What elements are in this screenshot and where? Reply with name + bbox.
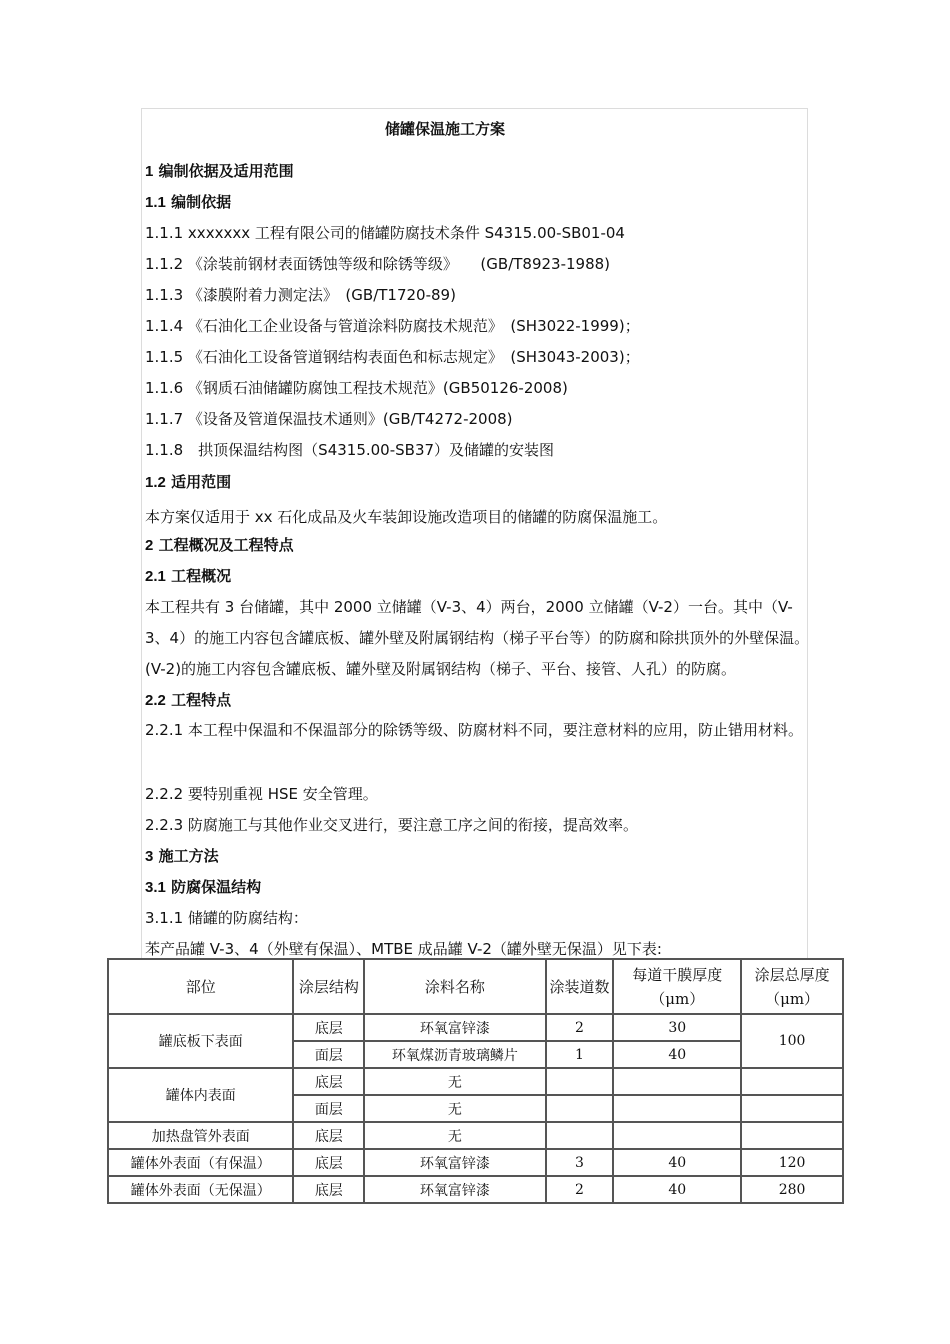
- cell-dft: 40: [613, 1176, 741, 1203]
- cell-paint: 环氧富锌漆: [364, 1149, 545, 1176]
- header-total-unit: （μm）: [765, 989, 820, 1008]
- cell-total: 100: [741, 1014, 843, 1068]
- section-text: 工程概况: [171, 567, 232, 585]
- cell-total: [741, 1068, 843, 1095]
- cell-paint: 环氧富锌漆: [364, 1014, 545, 1041]
- section-number: 2: [145, 537, 154, 554]
- cell-dft: 40: [613, 1149, 741, 1176]
- section-number: 1.2: [145, 474, 166, 491]
- cell-paint: 无: [364, 1122, 545, 1149]
- table-header-row: [108, 959, 843, 1014]
- cell-layer: 底层: [293, 1014, 364, 1041]
- cell-layer: 底层: [293, 1149, 364, 1176]
- cell-coats: 2: [546, 1014, 614, 1041]
- section-text: 防腐保温结构: [171, 878, 262, 896]
- cell-part: 罐体外表面（无保温）: [108, 1176, 293, 1203]
- section-number: 1: [145, 163, 154, 180]
- cell-dft: [613, 1095, 741, 1122]
- section-number: 2.1: [145, 568, 166, 585]
- cell-dft: [613, 1068, 741, 1095]
- cell-coats: [546, 1068, 614, 1095]
- cell-layer: 底层: [293, 1068, 364, 1095]
- cell-paint: 无: [364, 1095, 545, 1122]
- reference-item: 1.1.4 《石油化工企业设备与管道涂料防腐技术规范》 (SH3022-1999)；: [145, 317, 640, 335]
- subsection-3-1-1: 3.1.1 储罐的防腐结构：: [145, 909, 308, 927]
- cell-total: [741, 1122, 843, 1149]
- section-number: 3.1: [145, 879, 166, 896]
- overview-paragraph: 本工程共有 3 台储罐，其中 2000 立储罐（V-3、4）两台，2000 立储罐（V-2）一台。其中（V-3、4）的施工内容包含罐底板、罐外壁及附属钢结构（梯子平台等）的防腐和除拱顶外的外壁保温。(V-2)的施工内容包含罐底板、罐外壁及附属钢结构（梯子、平台、接管、人孔）的防腐。: [145, 598, 810, 678]
- cell-coats: [546, 1095, 614, 1122]
- cell-layer: 面层: [293, 1041, 364, 1068]
- section-number: 1.1: [145, 194, 166, 211]
- header-total-label: 涂层总厚度: [754, 965, 830, 984]
- reference-item: 1.1.6 《钢质石油储罐防腐蚀工程技术规范》(GB50126-2008): [145, 379, 568, 397]
- cell-total: 280: [741, 1176, 843, 1203]
- section-text: 工程特点: [171, 691, 232, 709]
- section-2-1-heading: [145, 565, 231, 586]
- cell-part: 罐体外表面（有保温）: [108, 1149, 293, 1176]
- section-number: 3: [145, 848, 154, 865]
- cell-coats: 3: [546, 1149, 614, 1176]
- header-part: 部位: [108, 959, 293, 1014]
- table-row: [108, 1176, 843, 1203]
- reference-item: 1.1.5 《石油化工设备管道钢结构表面色和标志规定》 (SH3043-2003)；: [145, 348, 640, 366]
- reference-item: 1.1.8 拱顶保温结构图（S4315.00-SB37）及储罐的安装图: [145, 441, 555, 459]
- feature-item: 2.2.1 本工程中保温和不保温部分的除锈等级、防腐材料不同，要注意材料的应用，防止错用材料。: [145, 721, 803, 739]
- section-text: 施工方法: [158, 847, 219, 865]
- cell-part: 罐体内表面: [108, 1068, 293, 1122]
- table-row: [108, 1068, 843, 1095]
- reference-item: 1.1.3 《漆膜附着力测定法》 (GB/T1720-89): [145, 286, 456, 304]
- cell-layer: 底层: [293, 1176, 364, 1203]
- reference-item: 1.1.2 《涂装前钢材表面锈蚀等级和除锈等级》 (GB/T8923-1988): [145, 255, 611, 273]
- section-number: 2.2: [145, 692, 166, 709]
- header-total: [741, 959, 843, 1014]
- cell-dft: 40: [613, 1041, 741, 1068]
- table-intro: 苯产品罐 V-3、4（外壁有保温）、MTBE 成品罐 V-2（罐外壁无保温）见下表:: [145, 940, 662, 958]
- header-paint: 涂料名称: [364, 959, 545, 1014]
- cell-total: 120: [741, 1149, 843, 1176]
- header-dft-unit: （μm）: [650, 989, 705, 1008]
- section-3-heading: [145, 845, 219, 866]
- section-1-2-heading: [145, 471, 231, 492]
- cell-part: 加热盘管外表面: [108, 1122, 293, 1149]
- section-1-heading: [145, 160, 294, 181]
- coating-spec-table: [107, 958, 844, 1204]
- cell-layer: 面层: [293, 1095, 364, 1122]
- section-text: 适用范围: [171, 473, 232, 491]
- reference-item: 1.1.7 《设备及管道保温技术通则》(GB/T4272-2008): [145, 410, 513, 428]
- cell-paint: 无: [364, 1068, 545, 1095]
- cell-layer: 底层: [293, 1122, 364, 1149]
- cell-part: 罐底板下表面: [108, 1014, 293, 1068]
- header-coats: 涂装道数: [546, 959, 614, 1014]
- section-text: 编制依据: [171, 193, 232, 211]
- cell-paint: 环氧富锌漆: [364, 1176, 545, 1203]
- reference-item: 1.1.1 xxxxxxx 工程有限公司的储罐防腐技术条件 S4315.00-SB01-04: [145, 224, 625, 242]
- cell-total: [741, 1095, 843, 1122]
- table-row: [108, 1149, 843, 1176]
- header-layer: 涂层结构: [293, 959, 364, 1014]
- cell-dft: 30: [613, 1014, 741, 1041]
- section-1-1-heading: [145, 191, 231, 212]
- section-3-1-heading: [145, 876, 261, 897]
- section-text: 工程概况及工程特点: [158, 536, 294, 554]
- feature-item: 2.2.3 防腐施工与其他作业交叉进行，要注意工序之间的衔接，提高效率。: [145, 816, 638, 834]
- header-dft: [613, 959, 741, 1014]
- table-row: [108, 1122, 843, 1149]
- feature-item: 2.2.2 要特别重视 HSE 安全管理。: [145, 785, 378, 803]
- section-2-heading: [145, 534, 294, 555]
- section-2-2-heading: [145, 689, 231, 710]
- header-dft-label: 每道干膜厚度: [632, 965, 723, 984]
- section-text: 编制依据及适用范围: [158, 162, 294, 180]
- cell-coats: [546, 1122, 614, 1149]
- table-row: [108, 1014, 843, 1041]
- scope-paragraph: 本方案仅适用于 xx 石化成品及火车装卸设施改造项目的储罐的防腐保温施工。: [145, 508, 668, 526]
- cell-dft: [613, 1122, 741, 1149]
- cell-coats: 1: [546, 1041, 614, 1068]
- document-title: 储罐保温施工方案: [384, 120, 505, 138]
- cell-coats: 2: [546, 1176, 614, 1203]
- cell-paint: 环氧煤沥青玻璃鳞片: [364, 1041, 545, 1068]
